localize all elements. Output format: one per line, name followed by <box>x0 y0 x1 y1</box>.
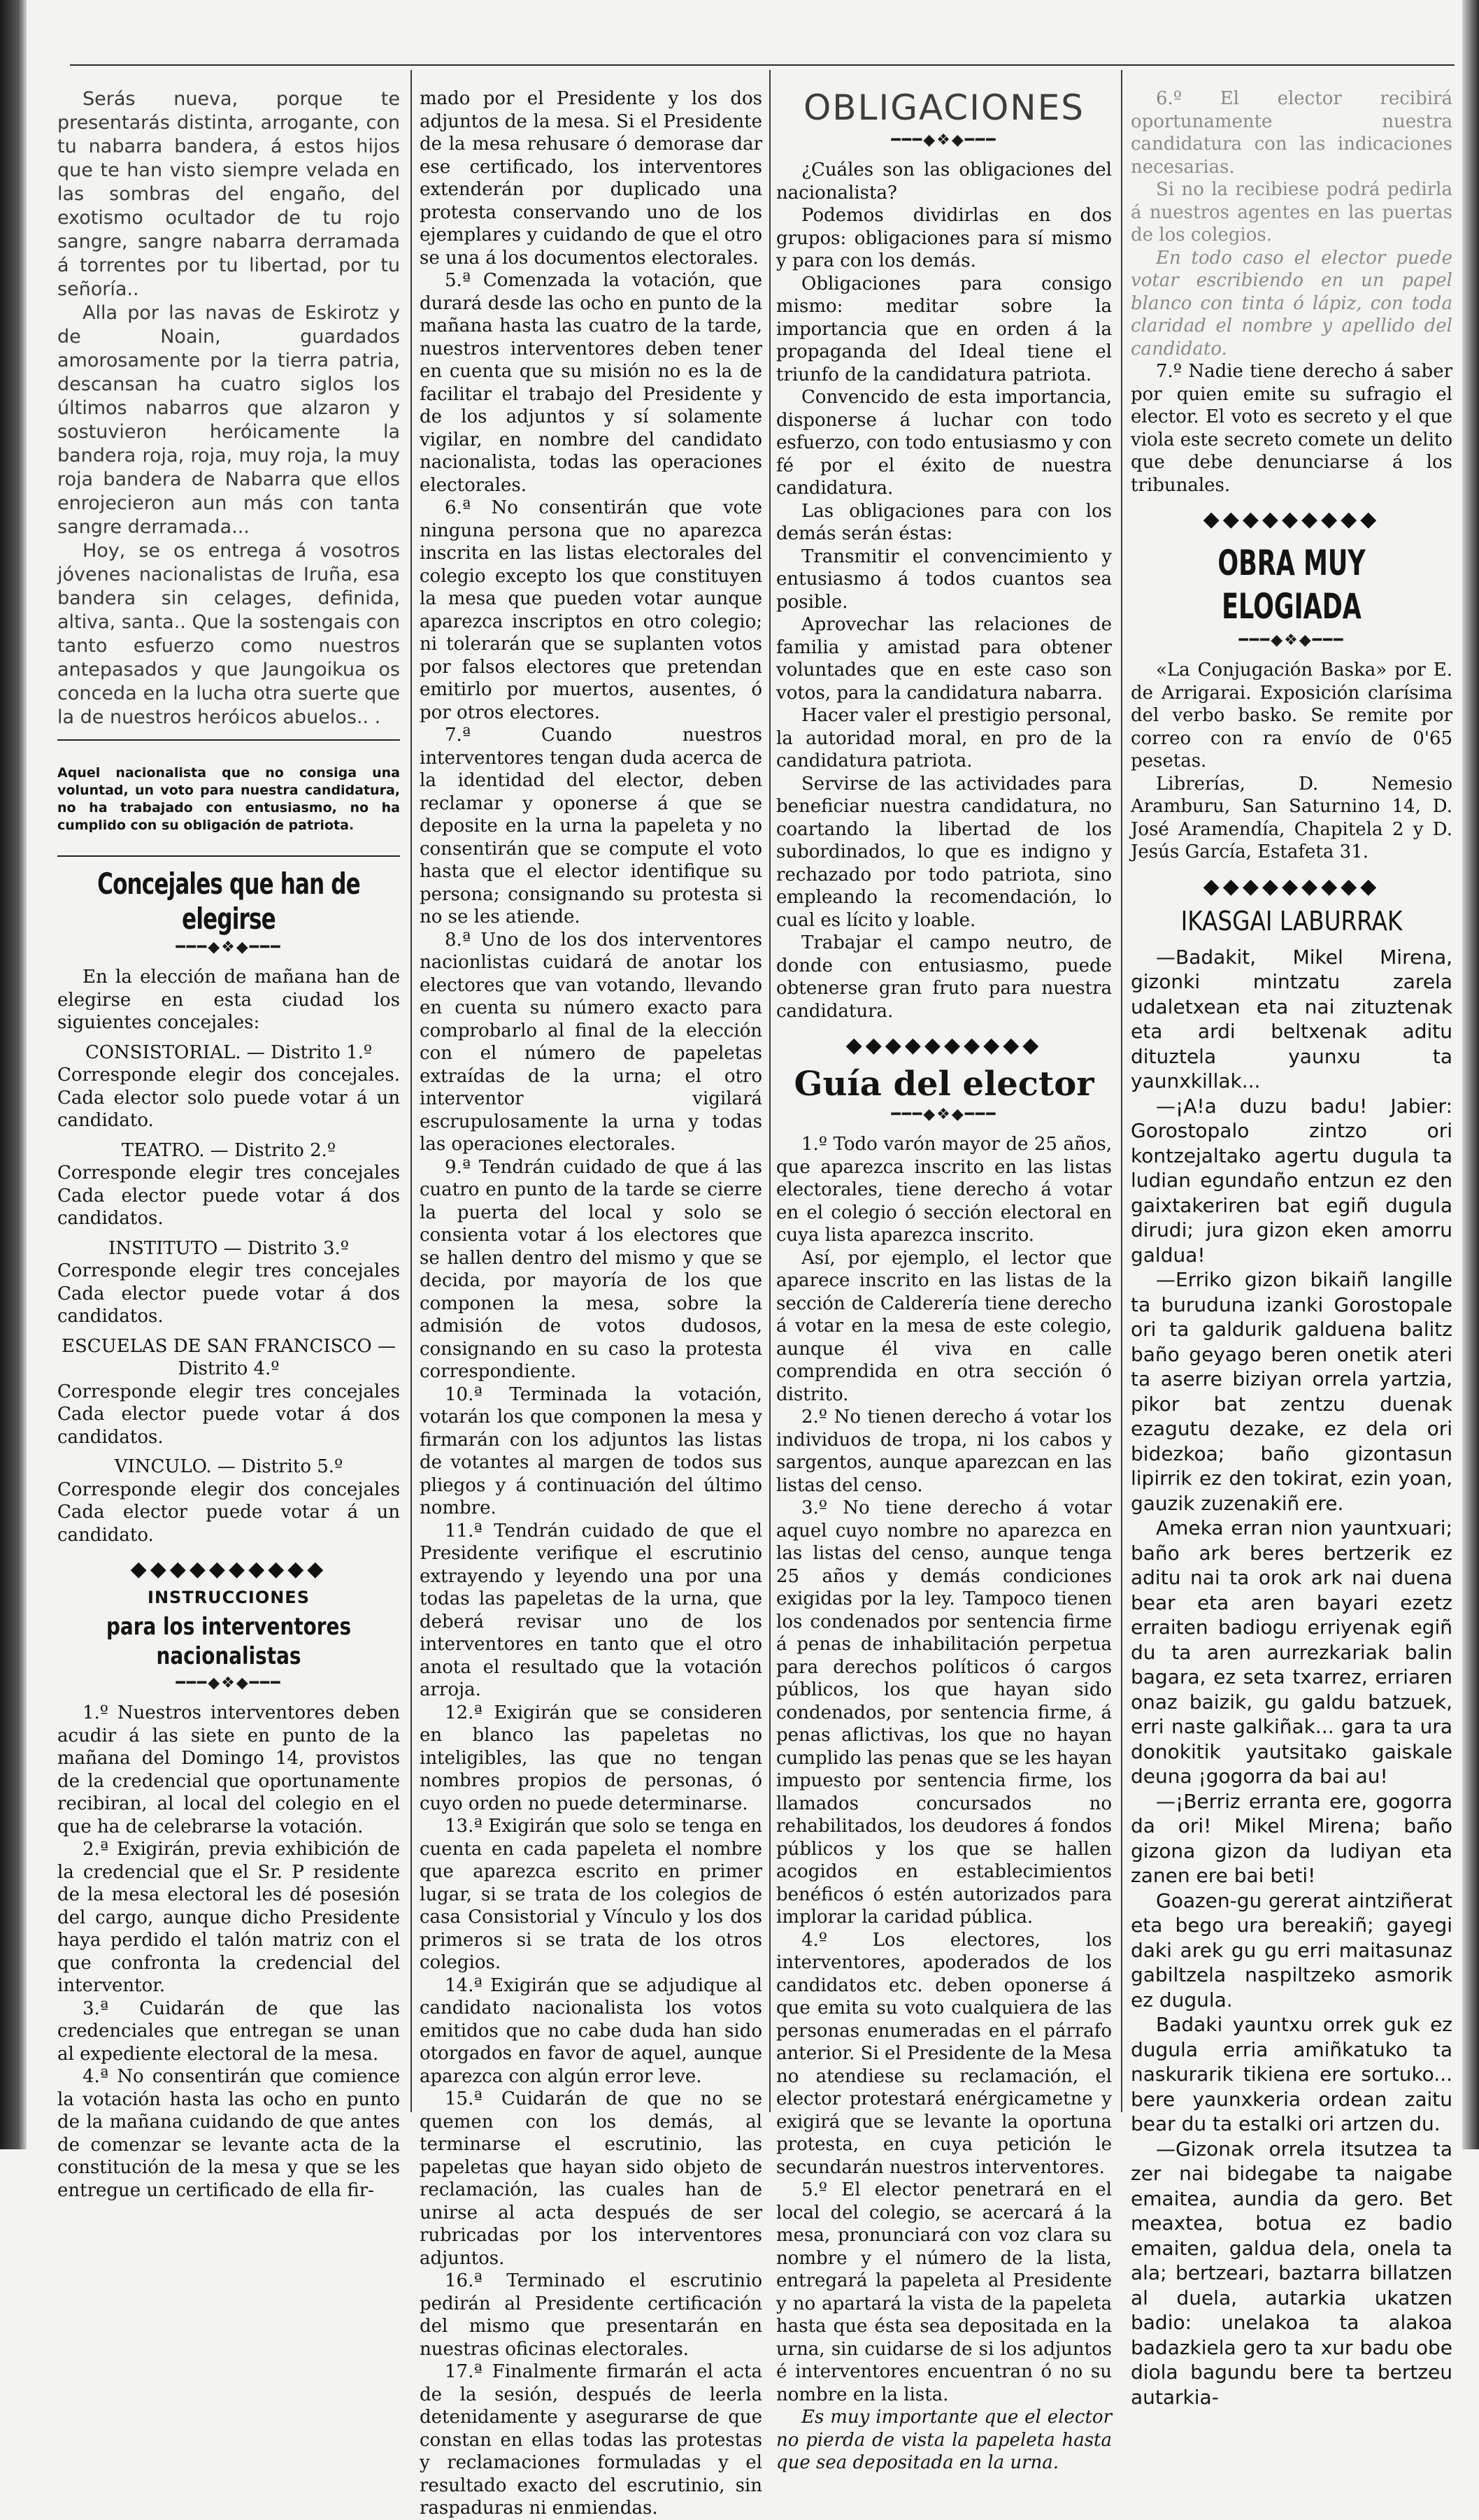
instruction-item: 15.ª Cuidarán de que no se quemen con los demás, al terminarse el escrutinio, las papeletas que hayan sido objeto de reclamación, las cuales han de unirse al acta después de ser rubricadas por los interventores adjuntos. <box>420 2088 762 2269</box>
obra-paragraph: Librerías, D. Nemesio Aramburu, San Saturnino 14, D. José Aramendía, Chapitela 2 y D. Jesús García, Estafeta 31. <box>1131 773 1452 862</box>
ikasgai-paragraph: Badaki yauntxu orrek guk ez dugula erria amiñkatuko ta naskurarik tikiena ere sortuko... bere yaunxkeria ordean zaitu bear du ta estalki ori artzen du. <box>1131 2013 1452 2135</box>
obligaciones-paragraph: Obligaciones para consigo mismo: meditar sobre la importancia que en orden á la propaganda del Ideal tiene el triunfo de la candidatura patriota. <box>776 273 1112 385</box>
instruction-item: 3.ª Cuidarán de que las credenciales que entregan se unan al expediente electoral de la mesa. <box>57 1998 400 2065</box>
obligaciones-paragraph: ¿Cuáles son las obligaciones del nacionalista? <box>776 159 1112 204</box>
instruction-item: 9.ª Tendrán cuidado de que á las cuatro en punto de la tarde se cierre la puerta del local y solo se consienta votar á los electores que se hallen dentro del mismo y que se decida, por mayoría de los que componen la mesa, sobre la admisión de votos dudosos, consignando en su caso la protesta correspondiente. <box>420 1156 762 1382</box>
district-text: Corresponde elegir dos concejales. Cada elector solo puede votar á un candidato. <box>57 1065 400 1131</box>
district-text: Corresponde elegir tres concejales Cada elector puede votar á dos candidatos. <box>57 1260 400 1327</box>
column-4 <box>1131 87 1452 2409</box>
ornament-row: ◆◆◆◆◆◆◆◆◆ <box>1203 874 1380 899</box>
obligaciones-paragraph: Convencido de esta importancia, disponerse á luchar con todo esfuerzo, con todo entusiasmo y con fé por el éxito de nuestra candidatura. <box>776 387 1112 499</box>
ikasgai-body <box>1131 945 1452 2410</box>
ikasgai-paragraph: —Gizonak orrela itsutzea ta zer nai bidegabe ta naigabe emaitea, aundia da gero. Bet meaxtea, botua ez badio emaiten, galdua dela, onela ta ala; bertzeari, baztarra billatzen al duela, autarkia ukatzen badio: unelakoa ta alakoa badazkiela gero ta xur badu obe diola bagundu bere ta bertzeu autarkia- <box>1131 2137 1452 2409</box>
obligaciones-heading: OBLIGACIONES <box>803 87 1085 128</box>
instruction-item: 8.ª Uno de los dos interventores nacionlistas cuidará de anotar los electores que van votando, llevando en cuenta su número exacto para comprobarlo al final de la elección con el número de papeletas extraídas de la urna; el otro interventor vigilará escrupulosamente la urna y todas las operaciones electorales. <box>420 929 762 1155</box>
instruction-item: 13.ª Exigirán que solo se tenga en cuenta en cada papeleta el nombre que aparezca escrito en primer lugar, si se trata de los colegios de casa Consistorial y Vínculo y los dos primeros si se trata de los otros colegios. <box>420 1816 762 1973</box>
column-rule-1 <box>410 70 412 2112</box>
obra-heading: OBRA MUY ELOGIADA <box>1217 543 1366 627</box>
concejales-heading: Concejales que han de elegirse <box>97 867 360 936</box>
scan-left-edge <box>0 0 27 2149</box>
instruction-item: mado por el Presidente y los dos adjuntos de la mesa. Si el Presidente de la mesa rehusare ó demorase dar ese certificado, los interventores extenderán por duplicado una protesta conservando uno de los ejemplares y cuidando de que el otro se una á los documentos electorales. <box>420 88 762 269</box>
column-1 <box>57 87 400 2201</box>
ikasgai-paragraph: —¡A!a duzu badu! Jabier: Gorostopalo zintzo ori kontzejaltako agertu dugula ta ludian egundaño entzun ez den gaixtakeriren bat egiñ dugula dirudi; jura gizon eken amorru galdua! <box>1131 1094 1452 1267</box>
guia-continuation <box>1131 87 1452 360</box>
district-text: Corresponde elegir tres concejales Cada elector puede votar á dos candidatos. <box>57 1381 400 1448</box>
instruction-item: 6.ª No consentirán que vote ninguna persona que no aparezca inscrita en las listas electorales del colegio excepto los que constituyen la mesa que pueden votar aunque aparezca inscriptos en otro colegio; ni tolerarán que se suplanten votos por falsos electores que pretendan emitirlo por muertos, ausentes, ó por otros electores. <box>420 497 762 723</box>
obligaciones-paragraph: Servirse de las actividades para beneficiar nuestra candidatura, no coartando la libertad de los subordinados, lo que es indigno y rechazado por todo patriota, sino empleando la recomendación, lo cual es lícito y loable. <box>776 773 1112 931</box>
instruction-item: 4.ª No consentirán que comience la votación hasta las ocho en punto de la mañana cuidando de que antes de comenzar se levante acta de la constitución de la mesa y que se les entregue un certificado de ella fir- <box>57 2066 400 2201</box>
guia-paragraph: 4.º Los electores, los interventores, apoderados de los candidatos etc. deben oponerse á que emita su voto cualquiera de las personas enumeradas en el párrafo anterior. Si el Presidente de la Mesa no atendiese su reclamación, el elector protestará enérgicametne y exigirá que se levante la oportuna protesta, en cuya petición le secundarán nuestros interventores. <box>776 1929 1113 2178</box>
ornament: ━━━◆❖◆━━━ <box>176 1674 282 1692</box>
guia-paragraph: Así, por ejemplo, el lector que aparece inscrito en las listas de la sección de Calderería tiene derecho á votar en la mesa de este colegio, aunque él viva en calle comprendida en otra sección ó distrito. <box>776 1247 1112 1405</box>
obligaciones-paragraph: Las obligaciones para con los demás serán éstas: <box>776 500 1112 544</box>
column-3 <box>776 87 1113 2473</box>
instrucciones-subheading: para los interventores nacionalistas <box>106 1613 352 1670</box>
guia-paragraph: En todo caso el elector puede votar escribiendo en un papel blanco con tinta ó lápiz, con toda claridad el nombre y apellido del candidato. <box>1131 247 1452 360</box>
instruction-item: 14.ª Exigirán que se adjudique al candidato nacionalista los votos emitidos que no cabe duda han sido otorgados en favor de aquel, aunque aparezca con algún error leve. <box>420 1974 762 2087</box>
ornament: ━━━◆❖◆━━━ <box>891 131 997 149</box>
instruction-item: 17.ª Finalmente firmarán el acta de la sesión, después de leerla detenidamente y asegurarse de que constan en ellas todas las protestas y reclamaciones formuladas y el resultado exacto del escrutinio, sin raspaduras ni enmiendas. <box>420 2361 762 2519</box>
column-2 <box>420 87 762 2519</box>
poem-section <box>57 87 400 729</box>
divider <box>57 855 400 857</box>
scan-right-edge <box>1462 0 1479 2149</box>
ornament: ━━━◆❖◆━━━ <box>891 1106 997 1123</box>
guia-paragraph: 2.º No tienen derecho á votar los individuos de tropa, ni los cabos y sargentos, aunque aparezcan en las listas del censo. <box>776 1407 1112 1496</box>
ikasgai-paragraph: —Erriko gizon bikaiñ langille ta buruduna izanki Gorostopale ori ta galdurik galduena balitz baño geyago beren onetik ateri ta aserre biziyan orrela yartzia, pikor bat zentzu duenak ezagutu dezake, ez dela ori bidezkoa; baño gizontasun lipirrik ez den tokirat, ezin yoan, gauzik zuzenakiñ ere. <box>1131 1268 1452 1515</box>
obligaciones-paragraph: Podemos dividirlas en dos grupos: obligaciones para sí mismo y para con los demás. <box>776 205 1112 271</box>
poem-paragraph: Alla por las navas de Eskirotz y de Noain, guardados amorosamente por la tierra patria, descansan ha cuatro siglos los últimos nabarros que alzaron y sostuvieron heróicamente la bandera roja, roja, muy roja, la muy roja bandera de Nabarra que ellos enrojecieron aun más con tanta sangre derramada... <box>57 302 400 538</box>
concejales-intro: En la elección de mañana han de elegirse en esta ciudad los siguientes concejales: <box>57 967 400 1033</box>
obra-paragraph: «La Conjugación Baska» por E. de Arrigarai. Exposición clarísima del verbo basko. Se remite por correo con ra envío de 0'65 pesetas. <box>1131 660 1452 771</box>
instruction-item: 1.º Nuestros interventores deben acudir á las siete en punto de la mañana del Domingo 14, provistos de la credencial que oportunamente recibiran, al local del colegio en el que ha de celebrarse la votación. <box>57 1702 400 1837</box>
ornament: ━━━◆❖◆━━━ <box>1238 632 1345 649</box>
district-name: INSTITUTO — Distrito 3.º <box>108 1237 349 1259</box>
instruction-item: 12.ª Exigirán que se consideren en blanco las papeletas no inteligibles, las que no tengan nombres propios de personas, ó cuyo orden no puede determinarse. <box>420 1702 762 1814</box>
notice-block: Aquel nacionalista que no consiga una voluntad, un voto para nuestra candidatura, no ha trabajado con entusiasmo, no ha cumplido con su obligación de patriota. <box>57 765 400 833</box>
ikasgai-paragraph: Ameka erran nion yauntxuari; baño ark beres bertzerik ez aditu nai ta orok ark nai duena bear eta aren bayari ezetz erraiten badiogu erriyenak egiñ du ta aren aurrezkariak balin bagara, ez seta txarrez, erriaren onaz baizik, gu galdu batzuek, erri naste galkiñak... gara ta ura donokitik yautsitako gaiskale deuna ¡gogorra da bai au! <box>1131 1516 1452 1788</box>
district-name: CONSISTORIAL. — Distrito 1.º <box>85 1041 373 1063</box>
guia-paragraph: Si no la recibiese podrá pedirla á nuestros agentes en las puertas de los colegios. <box>1131 179 1452 245</box>
district-name: VINCULO. — Distrito 5.º <box>114 1456 343 1477</box>
guia-paragraph: 5.º El elector penetrará en el local del colegio, se acercará á la mesa, pronunciará con voz clara su nombre y el número de la lista, entregará la papeleta al Presidente y no apartará la vista de la papeleta hasta que ésta sea depositada en la urna, sin cuidarse de si los adjuntos é interventores encuentran ó no su nombre en la lista. <box>776 2179 1112 2405</box>
poem-paragraph: Hoy, se os entrega á vosotros jóvenes nacionalistas de Iruña, esa bandera sin celages, definida, altiva, santa.. Que la sostengais con tanto esfuerzo como nuestros antepasados y que Jaungoikua os conceda en la lucha otra suerte que la de nuestros heróicos abuelos.. . <box>57 540 400 728</box>
guia-paragraph: 3.º No tiene derecho á votar aquel cuyo nombre no aparezca en las listas del censo, aunque tenga 25 años y demás condiciones exigidas por la ley. Tampoco tienen los condenados por sentencia firme á penas de inhabilitación perpetua para derechos políticos ó cargos públicos, los que hayan sido condenados, por sentencia firme, á penas aflictivas, los que no hayan cumplido las penas que se les hayan impuesto por sentencia firme, los llamados concursados no rehabilitados, los deudores á fondos públicos y los que se hallen acogidos en establecimientos benéficos ó estén autorizados para implorar la caridad pública. <box>776 1497 1112 1928</box>
obligaciones-paragraph: Transmitir el convencimiento y entusiasmo á todos cuantos sea posible. <box>776 546 1112 613</box>
top-rule <box>70 64 1455 66</box>
ikasgai-heading: IKASGAI LABURRAK <box>1180 905 1403 937</box>
divider <box>57 739 400 741</box>
ornament-row: ◆◆◆◆◆◆◆◆◆ <box>1203 507 1380 532</box>
instruction-item: 7.ª Cuando nuestros interventores tengan duda acerca de la identidad del elector, deben reclamar y oponerse á que se deposite en la urna la papeleta y no consentirán que se compute el voto hasta que el elector identifique su persona; consignando su protesta si no se les atiende. <box>420 725 762 927</box>
guia-paragraph: Es muy importante que el elector no pierda de vista la papeleta hasta que sea depositada en la urna. <box>776 2407 1112 2473</box>
ikasgai-paragraph: —¡Berriz erranta ere, gogorra da ori! Mikel Mirena; baño gizona gizon da ludiyan eta zanen ere bai beti! <box>1131 1789 1452 1887</box>
ornament-row: ◆◆◆◆◆◆◆◆◆◆ <box>130 1557 327 1581</box>
instruction-item: 16.ª Terminado el escrutinio pedirán al Presidente certificación del mismo que presentarán en nuestras oficinas electorales. <box>420 2270 762 2360</box>
district-name: ESCUELAS DE SAN FRANCISCO — Distrito 4.º <box>62 1335 396 1379</box>
guia-paragraph: 6.º El elector recibirá oportunamente nuestra candidatura con las indicaciones necesarias. <box>1131 88 1452 178</box>
instruction-item: 10.ª Terminada la votación, votarán los que componen la mesa y firmarán con los adjuntos las listas de votantes al margen de todos sus pliegos y á continuación del último nombre. <box>420 1383 762 1518</box>
instruction-item: 11.ª Tendrán cuidado de que el Presidente verifique el escrutinio extrayendo y leyendo una por una todas las papeletas de la urna, que deberá revisar uno de los interventores en tanto que el otro anota el resultado que la votación arroja. <box>420 1520 762 1700</box>
guia-paragraph: 7.º Nadie tiene derecho á saber por quien emite su sufragio el elector. El voto es secreto y el que viola este secreto comete un delito que debe denunciarse á los tribunales. <box>1131 361 1452 496</box>
obligaciones-paragraph: Aprovechar las relaciones de familia y amistad para obtener voluntades que en este caso son votos, para la candidatura nabarra. <box>776 614 1112 704</box>
district-name: TEATRO. — Distrito 2.º <box>121 1139 336 1161</box>
column-rule-2 <box>769 70 771 2112</box>
guia-heading: Guía del elector <box>794 1065 1094 1104</box>
obligaciones-paragraph: Trabajar el campo neutro, de donde con entusiasmo, puede obtenerse gran fruto para nuestra candidatura. <box>776 932 1112 1022</box>
column-rule-3 <box>1121 70 1122 2112</box>
ornament-row: ◆◆◆◆◆◆◆◆◆◆ <box>845 1033 1043 1058</box>
ikasgai-paragraph: Goazen-gu gererat aintziñerat eta bego ura bereakiñ; gayegi daki arek gu gu erri maitasunaz gabiltzela naspiltzeko asmorik ez dugula. <box>1131 1888 1452 2012</box>
obligaciones-paragraph: Hacer valer el prestigio personal, la autoridad moral, en pro de la candidatura patriota. <box>776 705 1112 771</box>
ikasgai-paragraph: —Badakit, Mikel Mirena, gizonki mintzatu zarela udaletxean eta nai zituztenak eta ardi beltxenak aditu dituztela yaunxu ta yaunxkillak... <box>1131 945 1452 1092</box>
district-text: Corresponde elegir dos concejales Cada elector puede votar á un candidato. <box>57 1479 400 1546</box>
guia-paragraph: 1.º Todo varón mayor de 25 años, que aparezca inscrito en las listas electorales, tiene derecho á votar en el colegio ó sección electoral en cuya lista aparezca inscrito. <box>776 1134 1112 1246</box>
ornament: ━━━◆❖◆━━━ <box>176 939 282 956</box>
instruction-item: 5.ª Comenzada la votación, que durará desde las ocho en punto de la mañana hasta las cuatro de la tarde, nuestros interventores deben tener en cuenta que su misión no es la de facilitar el trabajo del Presidente y de los adjuntos y sí solamente vigilar, en nombre del candidato nacionalista, todas las operaciones electorales. <box>420 270 762 496</box>
instrucciones-heading: INSTRUCCIONES <box>148 1588 310 1607</box>
instruction-item: 2.ª Exigirán, previa exhibición de la credencial que el Sr. P residente de la mesa electoral les dé posesión del cargo, aunque dicho Presidente haya perdido el talón matriz con el que confronta la credencial del interventor. <box>57 1839 400 1996</box>
district-text: Corresponde elegir tres concejales Cada elector puede votar á dos candidatos. <box>57 1162 400 1229</box>
poem-paragraph: Serás nueva, porque te presentarás distinta, arrogante, con tu nabarra bandera, á estos hijos que te han visto siempre velada en las sombras del engaño, del exotismo ocultador de tu rojo sangre, sangre nabarra derramada á torrentes por tu libertad, por tu señoría.. <box>57 88 400 300</box>
